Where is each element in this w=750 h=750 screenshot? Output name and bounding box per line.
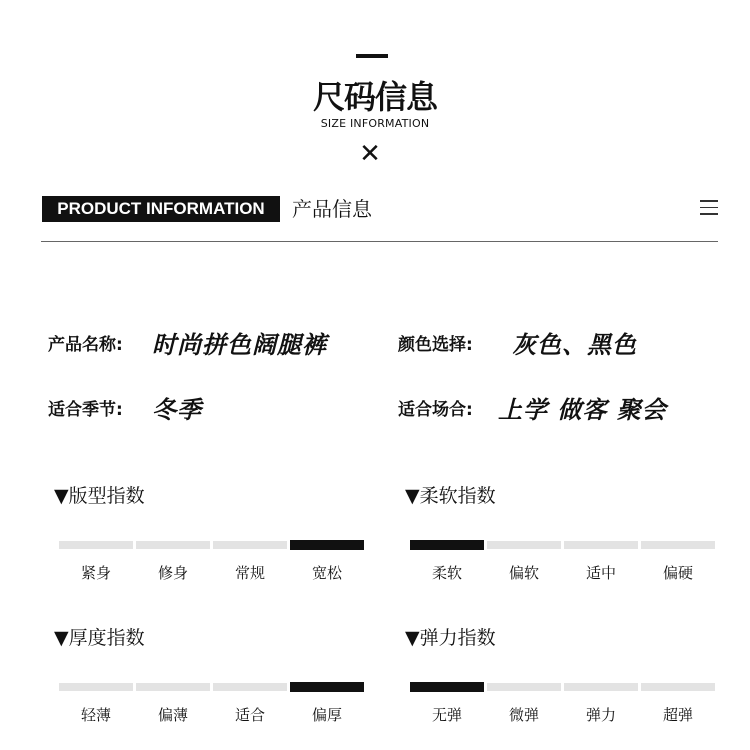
season-label: 适合季节: bbox=[48, 400, 123, 420]
thickness-scale-label: 偏厚 bbox=[311, 706, 342, 724]
thickness-scale-segment bbox=[213, 683, 287, 691]
elasticity-scale-segment-selected bbox=[410, 682, 484, 692]
thickness-scale-label: 适合 bbox=[234, 706, 265, 724]
fit-scale-label: 修身 bbox=[157, 564, 188, 582]
page-subtitle: SIZE INFORMATION bbox=[320, 117, 430, 130]
hamburger-menu-icon bbox=[700, 200, 718, 216]
softness-scale-segment bbox=[564, 541, 638, 549]
product-name-label: 产品名称: bbox=[48, 335, 123, 355]
color-label: 颜色选择: bbox=[398, 335, 473, 355]
thickness-scale-segment-selected bbox=[290, 682, 364, 692]
fit-scale-segment-selected bbox=[290, 540, 364, 550]
thickness-scale-label: 轻薄 bbox=[80, 706, 111, 724]
elasticity-index-title: ▼弹力指数 bbox=[405, 627, 496, 649]
elasticity-scale-label: 弹力 bbox=[585, 706, 616, 724]
thickness-scale-segment bbox=[136, 683, 210, 691]
product-information-badge: PRODUCT INFORMATION bbox=[42, 196, 280, 222]
elasticity-scale-segment bbox=[564, 683, 638, 691]
softness-scale-segment-selected bbox=[410, 540, 484, 550]
elasticity-scale-label: 微弹 bbox=[508, 706, 539, 724]
occasion-label: 适合场合: bbox=[398, 400, 473, 420]
page-title: 尺码信息 bbox=[312, 78, 437, 116]
fit-scale-label: 宽松 bbox=[311, 564, 342, 582]
thickness-index-title: ▼厚度指数 bbox=[54, 627, 145, 649]
elasticity-scale-label: 超弹 bbox=[662, 706, 693, 724]
occasion-value: 上学 做客 聚会 bbox=[498, 396, 667, 424]
fit-scale-segment bbox=[213, 541, 287, 549]
fit-scale-segment bbox=[136, 541, 210, 549]
fit-scale-label: 常规 bbox=[234, 564, 265, 582]
section-title: 产品信息 bbox=[292, 197, 372, 221]
thickness-scale-label: 偏薄 bbox=[157, 706, 188, 724]
thickness-scale-segment bbox=[59, 683, 133, 691]
fit-index-title: ▼版型指数 bbox=[54, 485, 145, 507]
softness-scale-label: 柔软 bbox=[431, 564, 462, 582]
color-value: 灰色、黑色 bbox=[512, 331, 637, 359]
elasticity-scale-label: 无弹 bbox=[431, 706, 462, 724]
fit-scale-label: 紧身 bbox=[80, 564, 111, 582]
softness-scale-segment bbox=[641, 541, 715, 549]
section-divider bbox=[41, 241, 718, 242]
softness-scale-segment bbox=[487, 541, 561, 549]
product-name-value: 时尚拼色阔腿裤 bbox=[152, 331, 327, 359]
softness-scale-label: 偏硬 bbox=[662, 564, 693, 582]
softness-index-title: ▼柔软指数 bbox=[405, 485, 496, 507]
softness-scale-label: 偏软 bbox=[508, 564, 539, 582]
close-icon: ✕ bbox=[359, 139, 381, 169]
elasticity-scale-segment bbox=[641, 683, 715, 691]
fit-scale-segment bbox=[59, 541, 133, 549]
elasticity-scale-segment bbox=[487, 683, 561, 691]
season-value: 冬季 bbox=[152, 396, 202, 424]
softness-scale-label: 适中 bbox=[585, 564, 616, 582]
top-dash-decoration bbox=[356, 54, 388, 58]
